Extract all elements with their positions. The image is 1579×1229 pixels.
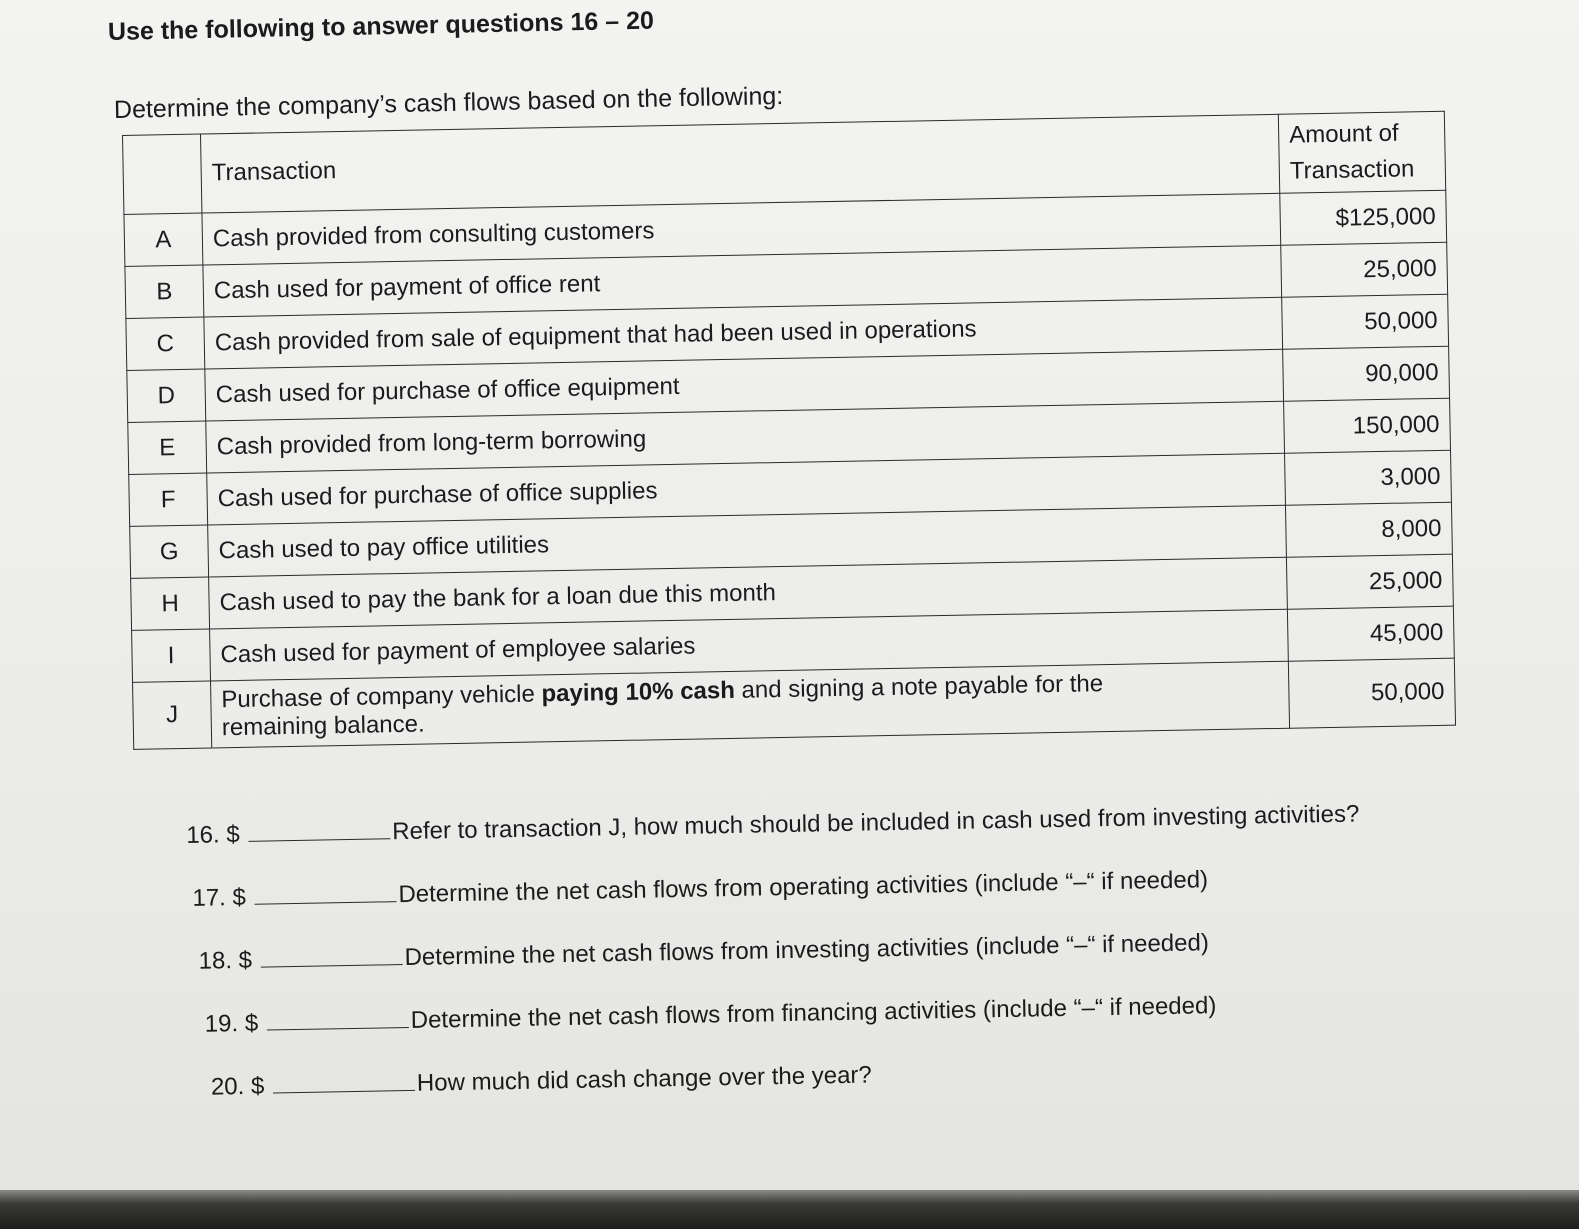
row-amount: $125,000	[1280, 190, 1447, 245]
question-number: 17. $	[192, 883, 247, 912]
question-number: 20. $	[210, 1072, 265, 1101]
row-amount: 25,000	[1286, 554, 1453, 609]
question-text: Determine the net cash flows from investing activities (include “–“ if needed)	[404, 929, 1210, 972]
header-letter-cell	[123, 134, 202, 214]
question-number: 16. $	[186, 821, 240, 849]
page-bottom-edge	[0, 1190, 1579, 1229]
question-list	[186, 797, 1365, 1133]
header-transaction: Transaction	[200, 114, 1279, 213]
row-description: Cash used for purchase of office equipment	[205, 349, 1284, 421]
row-amount: 90,000	[1283, 346, 1450, 401]
row-letter: A	[124, 213, 203, 266]
row-letter: E	[128, 421, 207, 474]
question-text: How much did cash change over the year?	[416, 1061, 872, 1097]
row-letter: C	[126, 317, 205, 370]
row-amount: 8,000	[1285, 502, 1452, 557]
row-description: Cash used to pay office utilities	[208, 505, 1287, 577]
question-text: Refer to transaction J, how much should be included in cash used from investing activities?	[392, 800, 1360, 846]
row-letter: J	[133, 681, 212, 749]
row-j-bold: paying 10% cash	[541, 676, 736, 708]
answer-blank[interactable]	[248, 814, 390, 842]
row-letter: F	[129, 473, 208, 526]
question-text: Determine the net cash flows from financing activities (include “–“ if needed)	[410, 992, 1217, 1034]
header-amount	[1278, 111, 1445, 193]
row-amount: 150,000	[1284, 398, 1451, 453]
row-j-part1: Purchase of company vehicle	[221, 680, 542, 714]
answer-blank[interactable]	[254, 877, 396, 905]
row-amount: 50,000	[1288, 658, 1455, 728]
row-description: Cash provided from consulting customers	[202, 193, 1281, 265]
question-text: Determine the net cash flows from operating activities (include “–“ if needed)	[398, 866, 1209, 909]
page-heading: Use the following to answer questions 16 – 20	[107, 6, 655, 46]
row-j-part2: and signing a note payable for the	[734, 670, 1104, 704]
row-amount: 50,000	[1282, 294, 1449, 349]
row-description: Cash provided from sale of equipment that had been used in operations	[204, 297, 1283, 369]
page-subheading: Determine the company’s cash flows based on the following:	[113, 81, 784, 124]
row-letter: D	[127, 369, 206, 422]
answer-blank[interactable]	[266, 1003, 408, 1031]
row-letter: B	[125, 265, 204, 318]
row-letter: H	[131, 577, 210, 630]
answer-blank[interactable]	[273, 1066, 415, 1094]
row-letter: I	[132, 629, 211, 682]
transactions-table-wrap	[122, 111, 1456, 750]
answer-blank[interactable]	[260, 940, 402, 968]
row-description: Cash used for purchase of office supplies	[207, 453, 1286, 525]
header-amount-line1: Amount of	[1288, 119, 1399, 149]
row-description: Cash used for payment of office rent	[203, 245, 1282, 317]
question-number: 19. $	[204, 1009, 259, 1038]
question-number: 18. $	[198, 946, 253, 975]
row-amount: 3,000	[1285, 450, 1452, 505]
row-description: Cash used to pay the bank for a loan due this month	[209, 557, 1288, 629]
row-letter: G	[130, 525, 209, 578]
row-amount: 45,000	[1287, 606, 1454, 661]
row-amount: 25,000	[1281, 242, 1448, 297]
row-j-line2: remaining balance.	[221, 710, 425, 742]
row-description: Cash used for payment of employee salaries	[210, 609, 1289, 681]
row-description: Cash provided from long-term borrowing	[206, 401, 1285, 473]
transactions-table	[122, 111, 1456, 750]
header-amount-line2: Transaction	[1289, 155, 1415, 185]
